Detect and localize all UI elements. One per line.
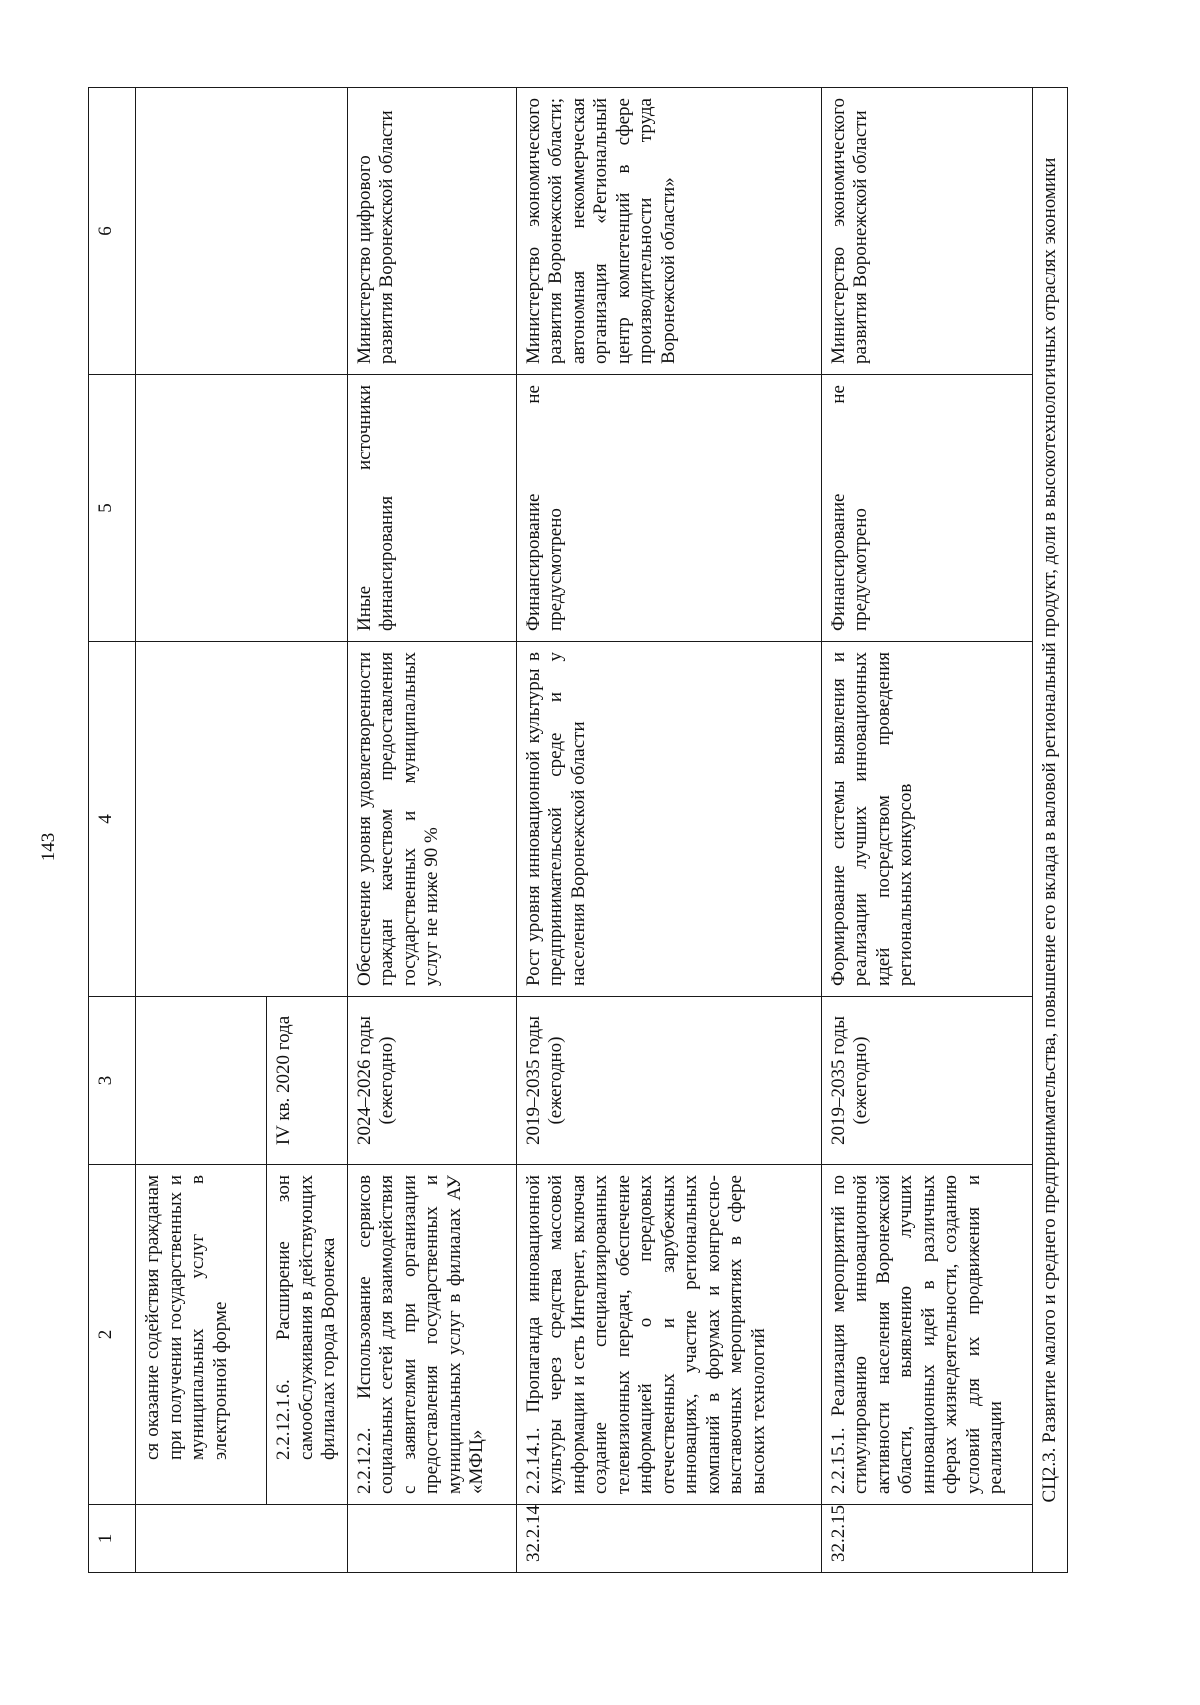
- cell-result: Обеспечение уровня удовлетворенности граждан качеством предоставления государственных и муниципальных услуг не ниже 90 %: [347, 642, 516, 997]
- table-row-continuation: [136, 88, 267, 1573]
- cell-financing: Финансирование не предусмотрено: [821, 375, 1032, 642]
- header-cell-3: 3: [89, 997, 136, 1165]
- cell-continuation-col4: [136, 642, 348, 997]
- cell-period: 2019–2035 годы (ежегодно): [821, 997, 1032, 1165]
- measures-table: [88, 87, 1068, 1573]
- rotated-page: [88, 88, 1128, 1573]
- cell-financing: Финансирование не предусмотрено: [516, 375, 821, 642]
- header-cell-6: 6: [89, 88, 136, 375]
- cell-period: IV кв. 2020 года: [267, 997, 348, 1165]
- cell-measure-text: 2.2.12.1.6. Расширение зон самообслуживания в действующих филиалах города Воронежа: [267, 1165, 348, 1505]
- cell-continuation-text: ся оказание содействия гражданам при получении государственных и муниципальных услуг в электронной форме: [136, 1165, 267, 1505]
- cell-period: 2019–2035 годы (ежегодно): [516, 997, 821, 1165]
- table-row: [516, 88, 821, 1573]
- cell-code: 32.2.15: [821, 1505, 1032, 1573]
- table-row: [821, 88, 1032, 1573]
- cell-continuation-col6: [136, 88, 348, 375]
- header-row: [89, 88, 136, 1573]
- header-cell-1: 1: [89, 1505, 136, 1573]
- page-number: 143: [38, 832, 59, 862]
- cell-period: 2024–2026 годы (ежегодно): [347, 997, 516, 1165]
- cell-financing: Иные источники финансирования: [347, 375, 516, 642]
- cell-measure-text: 2.2.12.2. Использование сервисов социальных сетей для взаимодействия с заявителями при организации предоставления государственных и муниципальных услуг в филиалах АУ «МФЦ»: [347, 1165, 516, 1505]
- cell-col1-empty: [136, 1505, 348, 1573]
- section-footer-row: [1032, 88, 1068, 1573]
- rotated-content: [88, 88, 1128, 1573]
- cell-responsible: Министерство экономического развития Воронежской области; автономная некоммерческая организация «Региональный центр компетенций в сфере производительности труда Воронежской области»: [516, 88, 821, 375]
- header-cell-4: 4: [89, 642, 136, 997]
- cell-continuation-col5: [136, 375, 348, 642]
- cell-measure-text: 2.2.15.1. Реализация мероприятий по стимулированию инновационной активности населения Воронежской области, выявлению лучших инновационных идей в различных сферах жизнедеятельности, созданию условий для их продвижения и реализации: [821, 1165, 1032, 1505]
- cell-measure-text: 2.2.14.1. Пропаганда инновационной культуры через средства массовой информации и сеть Интернет, включая создание специализированных телевизионных передач, обеспечение информацией о передовых отечественных и зарубежных инновациях, участие региональных компаний в форумах и конгрессно-выставочных мероприятиях в сфере высоких технологий: [516, 1165, 821, 1505]
- cell-code: 32.2.14: [516, 1505, 821, 1573]
- table-row: [347, 88, 516, 1573]
- cell-result: Формирование системы выявления и реализации лучших инновационных идей посредством проведения региональных конкурсов: [821, 642, 1032, 997]
- cell-result: Рост уровня инновационной культуры в предпринимательской среде и у населения Воронежской области: [516, 642, 821, 997]
- cell-responsible: Министерство экономического развития Воронежской области: [821, 88, 1032, 375]
- cell-continuation-col3: [136, 997, 267, 1165]
- header-cell-2: 2: [89, 1165, 136, 1505]
- section-footer: СЦ2.3. Развитие малого и среднего предпринимательства, повышение его вклада в валовой региональный продукт, доли в высокотехнологичных отраслях экономики: [1032, 88, 1068, 1573]
- header-cell-5: 5: [89, 375, 136, 642]
- cell-code: [347, 1505, 516, 1573]
- cell-responsible: Министерство цифрового развития Воронежской области: [347, 88, 516, 375]
